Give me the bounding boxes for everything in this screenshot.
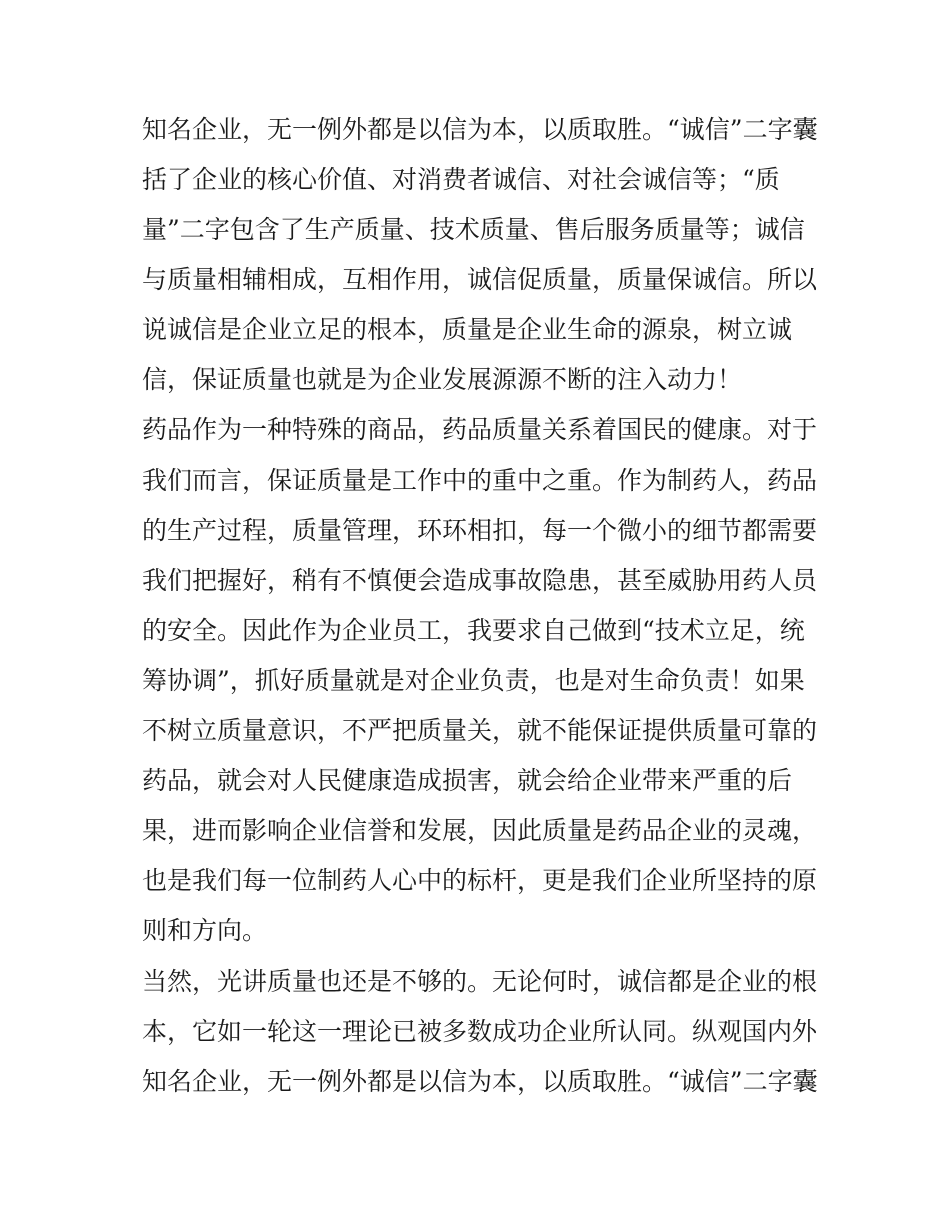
body-text-line-12: 筹协调”，抓好质量就是对企业负责，也是对生命负责！如果 bbox=[142, 666, 805, 695]
body-text-line-10: 我们把握好，稍有不慎便会造成事故隐患，甚至威胁用药人员 bbox=[142, 566, 818, 595]
body-text-line-14: 药品，就会对人民健康造成损害，就会给企业带来严重的后 bbox=[142, 766, 793, 795]
body-text-line-2: 括了企业的核心价值、对消费者诚信、对社会诚信等；“质 bbox=[142, 165, 780, 194]
body-text-line-18: 当然，光讲质量也还是不够的。无论何时，诚信都是企业的根 bbox=[142, 967, 818, 996]
body-text-line-11: 的安全。因此作为企业员工，我要求自己做到“技术立足，统 bbox=[142, 616, 805, 645]
body-text-line-20: 知名企业，无一例外都是以信为本，以质取胜。“诚信”二字囊 bbox=[142, 1067, 818, 1096]
body-text-line-8: 我们而言，保证质量是工作中的重中之重。作为制药人，药品 bbox=[142, 466, 818, 495]
body-text-line-7: 药品作为一种特殊的商品，药品质量关系着国民的健康。对于 bbox=[142, 415, 818, 444]
body-text-line-6: 信，保证质量也就是为企业发展源源不断的注入动力！ bbox=[142, 365, 743, 394]
body-text-line-5: 说诚信是企业立足的根本，质量是企业生命的源泉，树立诚 bbox=[142, 315, 793, 344]
body-text-line-17: 则和方向。 bbox=[142, 916, 268, 945]
body-text-line-4: 与质量相辅相成，互相作用，诚信促质量，质量保诚信。所以 bbox=[142, 265, 818, 294]
body-text-line-16: 也是我们每一位制药人心中的标杆，更是我们企业所坚持的原 bbox=[142, 866, 818, 895]
body-text-line-19: 本，它如一轮这一理论已被多数成功企业所认同。纵观国内外 bbox=[142, 1017, 818, 1046]
body-text-line-15: 果，进而影响企业信誉和发展，因此质量是药品企业的灵魂， bbox=[142, 816, 818, 845]
body-text-line-1: 知名企业，无一例外都是以信为本，以质取胜。“诚信”二字囊 bbox=[142, 115, 818, 144]
body-text-line-9: 的生产过程，质量管理，环环相扣，每一个微小的细节都需要 bbox=[142, 516, 818, 545]
body-text-line-13: 不树立质量意识，不严把质量关，就不能保证提供质量可靠的 bbox=[142, 716, 818, 745]
body-text-line-3: 量”二字包含了生产质量、技术质量、售后服务质量等；诚信 bbox=[142, 215, 805, 244]
